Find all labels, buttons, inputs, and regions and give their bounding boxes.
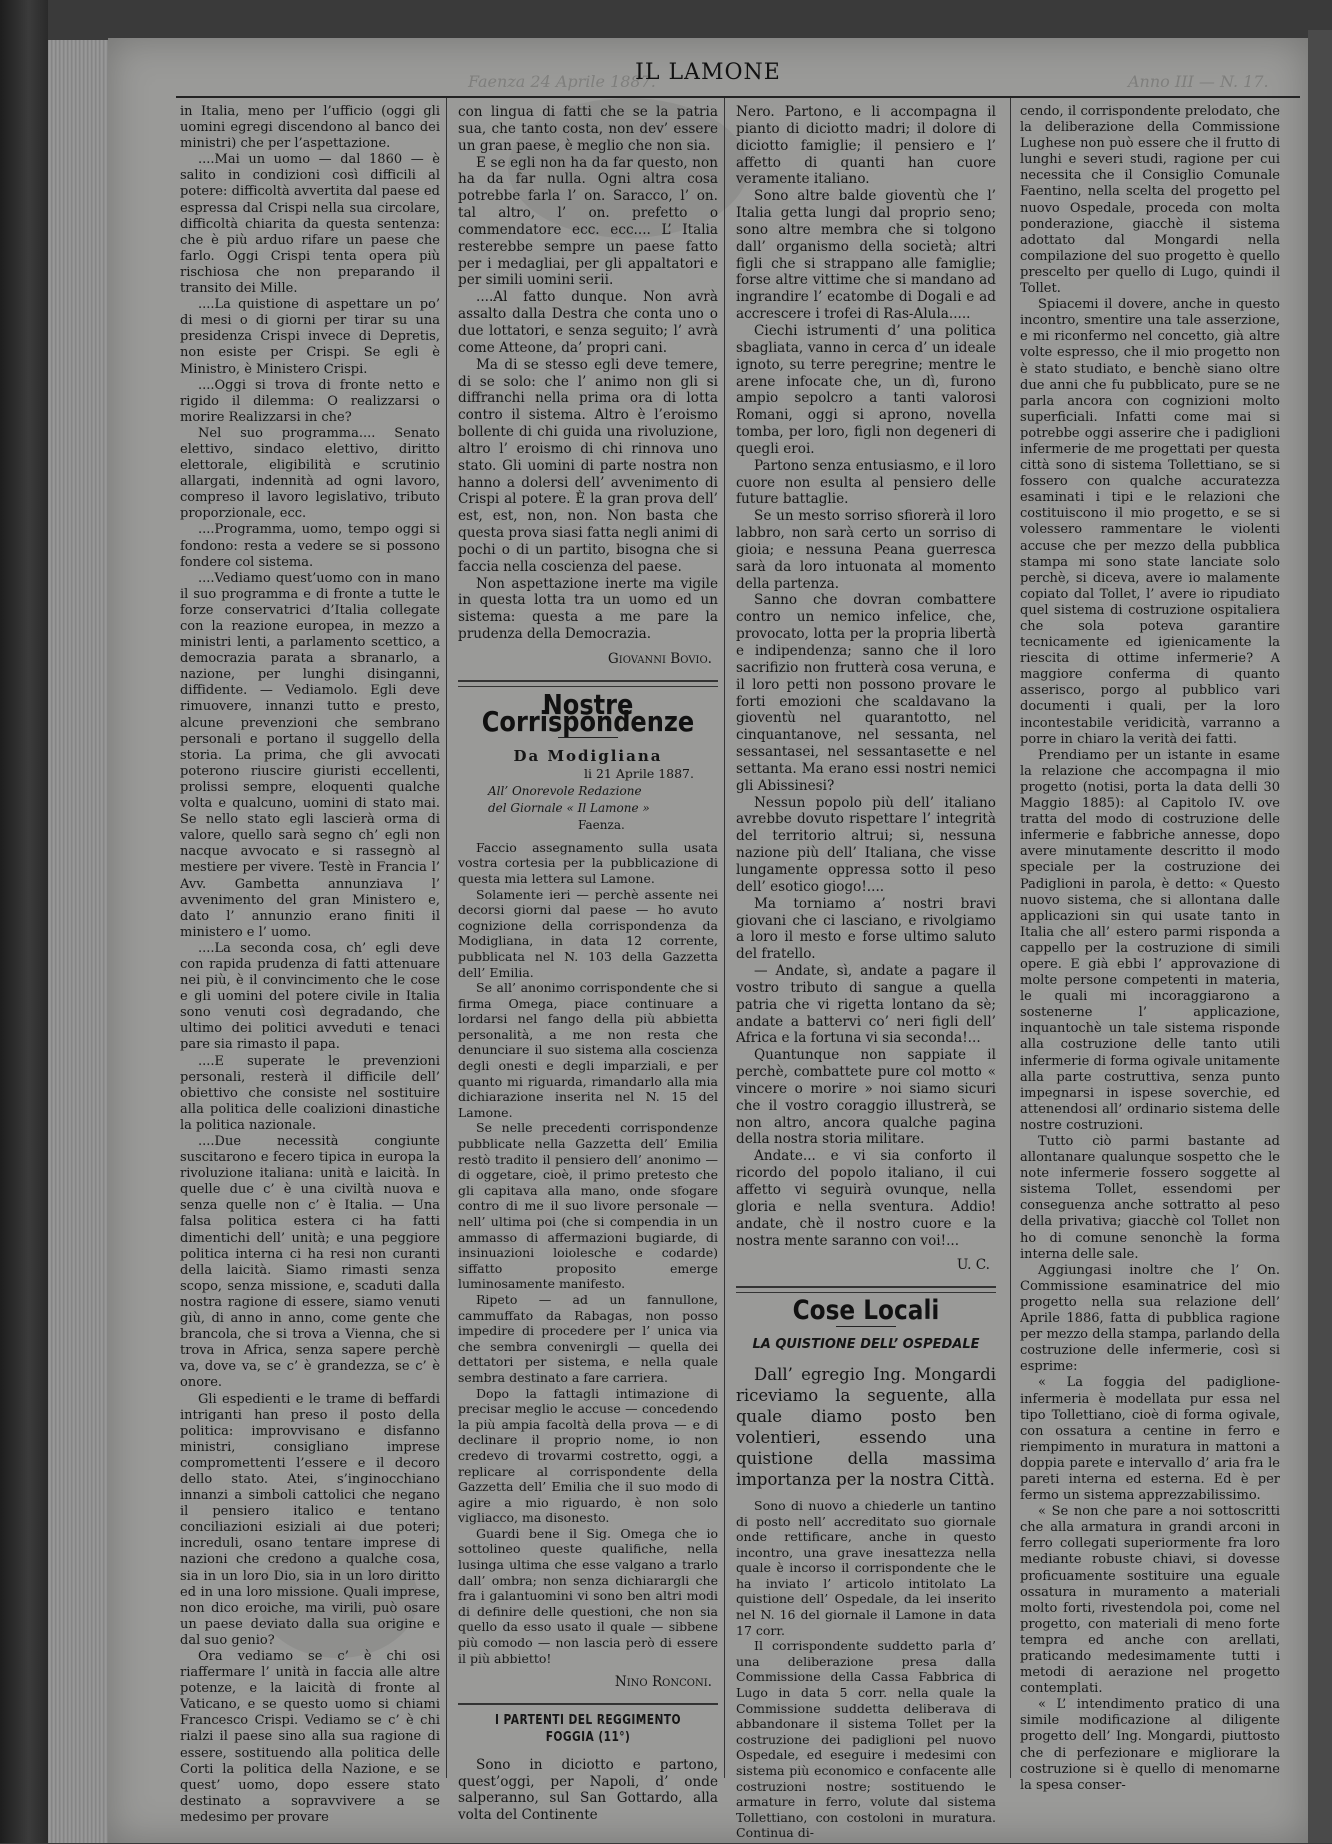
- article-paragraph: ....Al fatto dunque. Non avrà assalto dalla Destra che conta uno o due lottatori, e senza seguito; l’ avrà come Atteone, da’ propri cani.: [458, 289, 718, 356]
- article-paragraph: Il corrispondente suddetto parla d’ una deliberazione presa dalla Commissione della Cassa Fabbrica di Lugo in data 5 corr. nella quale la Commissione suddetta deliberava di abbandonare il sistema Tollet per la costruzione dei padiglioni pel nuovo Ospedale, ed eseguire i medesimi con sistema più economico e confacente alle costruzioni nostre; sostituendo le armature in ferro, volute dal sistema Tollettiano, con costoloni in muratura. Continua di-: [736, 1638, 996, 1841]
- article-paragraph: Sono in diciotto e partono, quest’oggi, per Napoli, d’ onde salperanno, sul San Gottardo, alla volta del Continente: [458, 1756, 718, 1824]
- show-through-dateline: Faenza 24 Aprile 1887.: [468, 72, 656, 91]
- article-paragraph: ....La seconda cosa, ch’ egli deve con rapida prudenza di fatti attenuare nei più, è il convincimento che le cose e gli uomini del potere civile in Italia sono venuti così degradando, che ultimo dei politici avveduti e tenaci pare sia rimasto il papa.: [180, 940, 440, 1053]
- section-heading: Cose Locali: [792, 1295, 940, 1327]
- article-paragraph: Quantunque non sappiate il perchè, combattete pure col motto « vincere o morire » noi siamo sicuri che il vostro coraggio illustrerà, se non altro, ancora qualche pagina della nostra storia militare.: [736, 1047, 996, 1148]
- column-2: [458, 104, 718, 1844]
- article-paragraph: Sono di nuovo a chiederle un tantino di posto nell’ accreditato suo giornale onde rettificare, anche in questo incontro, una grave inesattezza nella quale è incorso il corrispondente che le ha inviato l’ articolo intitolato La quistione dell’ Ospedale, da lei inserito nel N. 16 del giornale il Lamone in data 17 corr.: [736, 1497, 996, 1638]
- article-paragraph: con lingua di fatti che se la patria sua, che tanto costa, non dev’ essere un gran paese, è meglio che non sia.: [458, 104, 718, 154]
- article-paragraph: Se un mesto sorriso sfiorerà il loro labbro, non sarà certo un sorriso di gioia; e nessuna Peana guerresca sarà da loro intuonata al momento della partenza.: [736, 508, 996, 592]
- article-paragraph: cendo, il corrispondente prelodato, che la deliberazione della Commissione Lughese non può essere che il frutto di lunghi e severi studi, ragione per cui necessita che il Consiglio Comunale Faentino, nella scelta del progetto pel nuovo Ospedale, proceda con molta ponderazione, giacchè il sistema adottato dal Mongardi nella compilazione del suo progetto è quello prescelto per quello di Lugo, quindi il Tollet.: [1020, 104, 1280, 297]
- article-paragraph: « L’ intendimento pratico di una simile modificazione al diligente progetto dell’ Ing. Mongardi, piuttosto che di perfezionare e migliorare la costruzione si è quello di menomarne la spesa conser-: [1020, 1697, 1280, 1793]
- article-paragraph: Sanno che dovran combattere contro un nemico infelice, che, provocato, lotta per la propria libertà e indipendenza; sanno che il loro sacrifizio non frutterà cosa veruna, e il loro petti non possono provare le forti emozioni che scaldavano la gioventù nel quarantotto, nel cinquantanove, nel sessanta, nel sessantasei, nel sessantasette e nel settanta. Ma erano essi nostri nemici gli Abissinesi?: [736, 592, 996, 794]
- column-4: [1020, 104, 1280, 1844]
- article-paragraph: Aggiungasi inoltre che l’ On. Commissione esaminatrice del mio progetto nella sua relazione dell’ Aprile 1886, fatta di pubblica ragione per mezzo della stampa, parlando della costruzione delle infermerie, così si esprime:: [1020, 1262, 1280, 1375]
- article-signature: U. C.: [956, 1257, 990, 1274]
- article-paragraph: Dopo la fattagli intimazione di precisar meglio le accuse — concedendo la più ampia facoltà della prova — e di declinare il proprio nome, io non credevo di trovarmi costretto, oggi, a replicare al corrispondente della Gazzetta dell’ Emilia che il suo modo di agire a mio riguardo, è non solo vigliacco, ma disonesto.: [458, 1385, 718, 1526]
- article-paragraph: Faccio assegnamento sulla usata vostra cortesia per la pubblicazione di questa mia lettera sul Lamone.: [458, 839, 718, 886]
- section-rule: [736, 1292, 996, 1293]
- article-paragraph: Se nelle precedenti corrispondenze pubblicate nella Gazzetta dell’ Emilia restò tradito il pensiero dell’ anonimo — di oggetare, cioè, il primo pretesto che gli capitava alla mano, onde sfogare contro di me il suo livore personale — nell’ ultima poi (che si compendia in un ammasso di affermazioni bugiarde, di insinuazioni loiolesche e codarde) siffatto proposito emerge luminosamente manifesto.: [458, 1120, 718, 1292]
- article-paragraph: ....La quistione di aspettare un po’ di mesi o di giorni per tirar su una presidenza Crispi invece di Depretis, non esiste per Crispi. Se egli è Ministro, è Ministero Crispi.: [180, 297, 440, 377]
- section-rule: [458, 1703, 718, 1705]
- section-rule: [458, 686, 718, 687]
- article-paragraph: Ora vediamo se c’ è chi osi riaffermare l’ unità in faccia alle altre potenze, e la laicità di fronte al Vaticano, e se questo uomo si chiami Francesco Crispi. Vediamo se c’ è chi rialzi il paese sino alla sua ragione di essere, sostituendo alla politica delle Corti la politica della Nazione, e se quest’ uomo, dopo essere stato destinato a sopravvivere a se medesimo per provare: [180, 1649, 440, 1825]
- article-paragraph: — Andate, sì, andate a pagare il vostro tributo di sangue a quella patria che vi rigetta lontano da sè; andate a battervi co’ neri figli dell’ Africa e la fortuna vi sia seconda!...: [736, 963, 996, 1047]
- article-paragraph: « La foggia del padiglione-infermeria è modellata pur essa nel tipo Tollettiano, cioè di forma ogivale, con ossatura a centine in ferro e riempimento in muratura in mattoni a doppia parete e intervallo d’ aria fra le pareti interna ed esterna. Ed è per fermo un sistema apprezzabilissimo.: [1020, 1375, 1280, 1504]
- article-paragraph: Andate... e vi sia conforto il ricordo del popolo italiano, il cui affetto vi seguirà ovunque, nella gloria e nella sventura. Addio! andate, chè il nostro cuore e la nostra mente saranno con voi!...: [736, 1148, 996, 1249]
- correspondence-signature: Nino Ronconi.: [614, 1674, 712, 1691]
- correspondence-date: li 21 Aprile 1887.: [583, 766, 694, 782]
- section-rule: [736, 1286, 996, 1288]
- article-paragraph: Prendiamo per un istante in esame la relazione che accompagna il mio progetto (notisi, porta la data delli 30 Maggio 1885): al Capitolo IV. ove tratta del modo di costruzione delle infermerie e fabbriche annesse, dopo avere minutamente descritto il modo speciale per la costruzione dei Padiglioni in parola, è detto: « Questo nuovo sistema, che si allontana dalle applicazioni sin qui usate tanto in Italia che all’ estero parmi risponda a cappello per la costruzione di simili opere. E già ebbi l’ approvazione di molte persone competenti in materia, le quali mi incoraggiarono a sostenerne l’ applicazione, inquantochè un tale sistema risponde alla costruzione delle tanto utili infermerie di forma ogivale unitamente alla parte costruttiva, senza punto impegnarsi in ispese soverchie, ed attenendosi all’ ordinario sistema delle nostre costruzioni.: [1020, 747, 1280, 1133]
- article-heading: LA QUISTIONE DELL’ OSPEDALE: [752, 1337, 980, 1353]
- article-paragraph: Sono altre balde gioventù che l’ Italia getta lungi dal proprio seno; sono altre membra che si tolgono dall’ organismo della società; altri figli che si strappano alle famiglie; forse altre vittime che si mandano ad ingrandire l’ ecatombe di Dogali e ad accrescere i trofei di Ras-Alula.....: [736, 188, 996, 323]
- article-paragraph: Nero. Partono, e li accompagna il pianto di diciotto madri; il dolore di diciotto famiglie; il pensiero e l’ affetto di quanti han cuore veramente italiano.: [736, 104, 996, 188]
- article-paragraph: Nel suo programma.... Senato elettivo, sindaco elettivo, diritto elettorale, eligibilità e scrutinio allargati, indennità ad ogni lavoro, compreso il lavoro legislativo, tributo proporzionale, ecc.: [180, 425, 440, 522]
- article-paragraph: Spiacemi il dovere, anche in questo incontro, smentire una tale asserzione, e mi riconfermo nel concetto, già altre volte espresso, che il mio progetto non è stato studiato, e benchè siano oltre due anni che fu pubblicato, pure se ne parla ancora con cognizioni molto superficiali. Infatti come mai si potrebbe oggi asserire che i padiglioni infermerie de me progettati per questa città sono di sistema Tollettiano, se si fossero con qualche accuratezza esaminati i tipi e le relazioni che costituiscono il mio progetto, e se si volessero rammentare le violenti accuse che per mezzo della pubblica stampa mi sono state lanciate solo perchè, si diceva, avere io malamente copiato dal Tollet, l’ avere io ripudiato quel sistema di costruzione ospitaliera che sola poteva garantire tecnicamente ed igienicamente la riescita di ottime infermerie? A maggiore conferma di quanto asserisco, porgo al pubblico vari documenti i quali, per la loro incontestabile veridicità, varranno a porre in chiaro la verità dei fatti.: [1020, 297, 1280, 747]
- article-paragraph: ....Oggi si trova di fronte netto e rigido il dilemma: O realizzarsi o morire Realizzarsi in che?: [180, 377, 440, 425]
- column-divider: [724, 98, 725, 1778]
- correspondence-city: Faenza.: [578, 817, 625, 832]
- article-paragraph: ....Programma, uomo, tempo oggi si fondono: resta a vedere se si possono fondere col sistema.: [180, 522, 440, 570]
- column-divider: [446, 98, 447, 1778]
- correspondence-address: del Giornale « Il Lamone »: [488, 801, 650, 816]
- article-paragraph: Ma di se stesso egli deve temere, di se solo: che l’ animo non gli si diffranchi nella prima ora di lotta contro il sistema. Altro è l’eroismo bollente di chi guida una rivoluzione, altro l’ eroismo di chi rinnova uno stato. Gli uomini di parte nostra non hanno a dolersi dell’ avvenimento di Crispi al potere. È la gran prova dell’ est, est, non, non. Non basta che questa prova siasi fatta negli animi di pochi o di un partito, bisogna che si faccia nella coscienza del paese.: [458, 356, 718, 575]
- article-paragraph: Tutto ciò parmi bastante ad allontanare qualunque sospetto che le note infermerie fossero soggette al sistema Tollet, essendomi per conseguenza anche sottratto al peso della privativa; giacchè col Tollet non ho di comune senonchè la forma interna delle sale.: [1020, 1134, 1280, 1262]
- article-paragraph: Ma torniamo a’ nostri bravi giovani che ci lasciano, e rivolgiamo a loro il mesto e forse ultimo saluto del fratello.: [736, 895, 996, 963]
- article-paragraph: ....E superate le prevenzioni personali, resterà il difficile dell’ obiettivo che consiste nel sostituire alla politica delle coalizioni dinastiche la politica nazionale.: [180, 1053, 440, 1133]
- correspondence-place: Da Modigliana: [513, 746, 663, 765]
- show-through-issue: Anno III — N. 17.: [1128, 72, 1269, 91]
- article-paragraph: Ciechi istrumenti d’ una politica sbagliata, vanno in cerca d’ un ideale ignoto, su terre peregrine; mentre le arene infocate che, un dì, furono ampio sepolcro a tanti valorosi Romani, oggi si aprono, novella tomba, per loro, figli non degeneri di quegli eroi.: [736, 322, 996, 457]
- article-paragraph: ....Vediamo quest’uomo con in mano il suo programma e di fronte a tutte le forze conservatrici d’Italia collegate con la reazione europea, in mezzo a ministri lenti, a parlamento scettico, a democrazia parata a sbranarlo, a nazione, per lunghi disinganni, diffidente. — Vediamolo. Egli deve rimuovere, innanzi tutto e presto, alcune prevenzioni che sembrano personali e portano il suggello della storia. La prima, che gli avvocati poterono riuscire giuristi eccellenti, prolissi sempre, eloquenti qualche volta e qualcuno, uomini di stato mai. Se nello stato egli lascierà orma di valore, quello sarà segno ch’ egli non nacque avvocato e si rassegnò al mestiere per vivere. Testè in Francia l’ Avv. Gambetta annunziava l’ avvenimento del gran Ministero e, dato l’ annunzio erano finiti il ministero e l’ uomo.: [180, 570, 440, 940]
- article-lead: Dall’ egregio Ing. Mongardi riceviamo la seguente, alla quale diamo posto ben volentieri, essendo una quistione della massima importanza per la nostra Città.: [736, 1364, 996, 1489]
- section-heading: Nostre Corrispondenze: [481, 687, 695, 738]
- header-rule: [176, 96, 1300, 98]
- column-3: [736, 104, 996, 1844]
- article-paragraph: E se egli non ha da far questo, non ha da far nulla. Ogni altra cosa potrebbe farla l’ on. Saracco, l’ on. tal altro, l’ on. prefetto o commendatore ecc. ecc.... L’ Italia resterebbe sempre un paese fatto per i medagliai, per gli appaltatori e per simili uomini serii.: [458, 154, 718, 289]
- article-signature: Giovanni Bovio.: [607, 651, 712, 667]
- page-title: IL LAMONE: [635, 60, 781, 85]
- correspondence-address: All’ Onorevole Redazione: [488, 784, 642, 799]
- book-binding: [0, 0, 48, 1843]
- article-paragraph: Non aspettazione inerte ma vigile in questa lotta tra un uomo ed un sistema: questa a me pare la prudenza della Democrazia.: [458, 575, 718, 643]
- column-divider: [1010, 98, 1011, 1778]
- article-paragraph: Solamente ieri — perchè assente nei decorsi giorni dal paese — ho avuto cognizione della corrispondenza da Modigliana, in data 12 corrente, pubblicata nel N. 103 della Gazzetta dell’ Emilia.: [458, 886, 718, 980]
- article-paragraph: Gli espedienti e le trame di beffardi intriganti han preso il posto della politica: improvvisano e disfanno ministri, consigliano imprese compromettenti l’essere e il decoro dello stato. Atei, s’inginocchiano innanzi a simboli cattolici che negano il pensiero italico e tentano conciliazioni esiziali ai due poteri; increduli, osano tentare imprese di nazioni che credono a qualche cosa, sia in un loro Dio, sia in un loro diritto ed in una loro missione. Quali imprese, non dico eroiche, ma virili, può osare un paese deviato dalla sua origine e dal suo genio?: [180, 1391, 440, 1648]
- article-paragraph: Ripeto — ad un fannullone, cammuffato da Rabagas, non posso impedire di procedere per l’ unica via che sembra convenirgli — quella dei dettatori per sistema, e nella quale sembra destinato a fare carriera.: [458, 1291, 718, 1385]
- page-stack-edge: [48, 40, 110, 1843]
- article-paragraph: ....Due necessità congiunte suscitarono e fecero tipica in europa la rivoluzione italiana: unità e laicità. In quelle due c’ è una civiltà nuova e senza quelle non c’ è Italia. — Una falsa politica estera ci ha fatti dimentichi dell’ unità; e una peggiore politica interna ci ha resi non curanti della laicità. Siamo rimasti senza scopo, senza missione, e, scaduti dalla nostra ragione di essere, siamo venuti giù, di anno in anno, come gente che brancola, che si trova a Vienna, che si trova in Africa, senza sapere perchè va, dove va, se c’ è grandezza, se c’ è onore.: [180, 1134, 440, 1391]
- article-paragraph: ....Mai un uomo — dal 1860 — è salito in condizioni così difficili al potere: difficoltà avvertita dal paese ed espressa dal Crispi nella sua circolare, difficoltà chiarita da questa sentenza: che è più arduo rifare un paese che farlo. Oggi Crispi tenta opera più rischiosa che non preparando il transito dei Mille.: [180, 152, 440, 297]
- section-heading: I PARTENTI DEL REGGIMENTO FOGGIA (11°): [495, 1713, 681, 1745]
- article-paragraph: in Italia, meno per l’ufficio (oggi gli uomini egregi discendono al banco dei ministri) che per l’aspettazione.: [180, 104, 440, 152]
- right-page-edge: [1308, 30, 1332, 1843]
- article-paragraph: Guardi bene il Sig. Omega che io sottolineo queste qualifiche, nella lusinga ultima che esse valgano a trarlo dall’ ombra; non senza dichiarargli che fra i galantuomini vi sono ben altri modi di definire delle questioni, che non sia quello da esso usato il quale — sibbene più comodo — non lascia però di essere il più abbietto!: [458, 1525, 718, 1666]
- article-paragraph: Se all’ anonimo corrispondente che si firma Omega, piace continuare a lordarsi nel fango della più abbietta personalità, a me non resta che denunciare il suo sistema alla coscienza degli onesti e degli imparziali, e per quanto mi riguarda, rimandarlo alla mia dichiarazione inserita nel N. 15 del Lamone.: [458, 980, 718, 1120]
- section-rule: [458, 680, 718, 682]
- article-paragraph: Nessun popolo più dell’ italiano avrebbe dovuto rispettare l’ integrità del territorio altrui; si, nessuna nazione più dell’ Italiana, che visse lungamente oppressa sotto il peso dell’ esotico giogo!....: [736, 794, 996, 895]
- column-1: [180, 104, 440, 1844]
- article-paragraph: « Se non che pare a noi sottoscritti che alla armatura in grandi arconi in ferro collegati superiormente fra loro mediante robuste chiavi, si dovesse proficuamente sostituire una eguale ossatura in muramento a materiali molto forti, rivestendola poi, come nel progetto, con materiali di meno forte tempra ed anche con arellati, praticando medesimamente tutti i metodi di aerazione nel progetto contemplati.: [1020, 1504, 1280, 1697]
- article-paragraph: Partono senza entusiasmo, e il loro cuore non esulta al pensiero delle future battaglie.: [736, 457, 996, 508]
- newspaper-page: [108, 38, 1308, 1843]
